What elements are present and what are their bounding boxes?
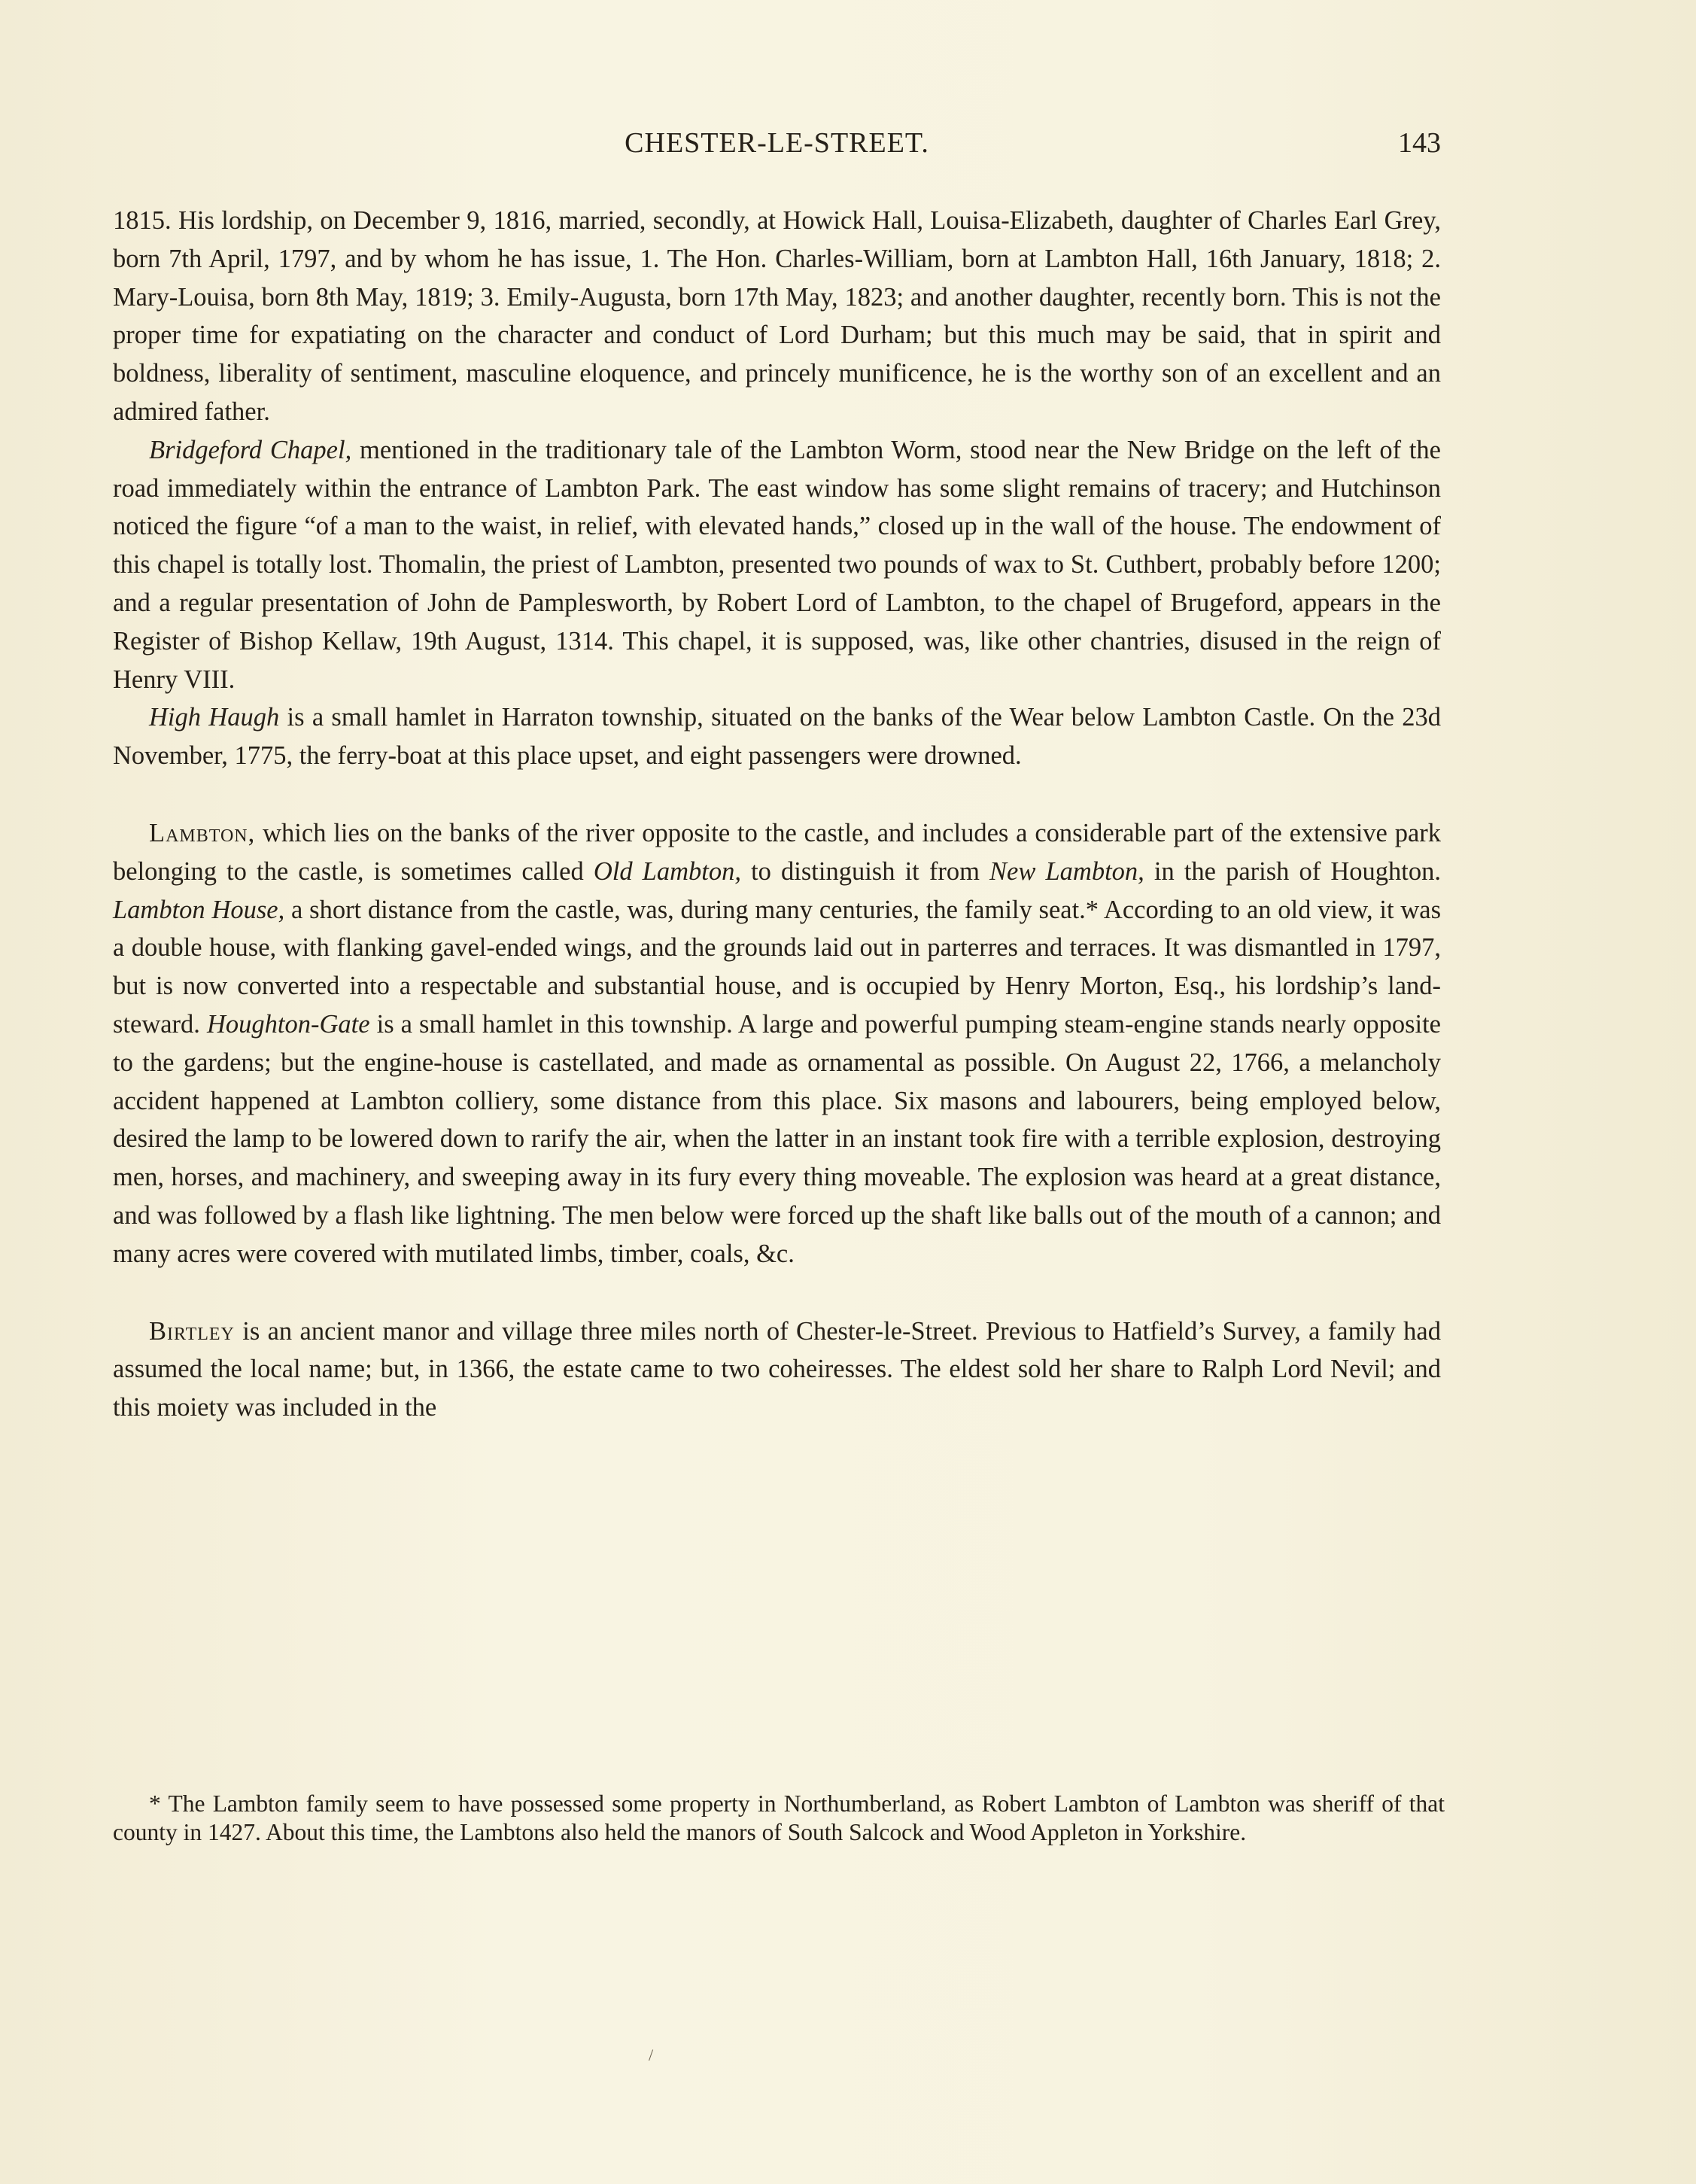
- section-heading: Lambton,: [149, 818, 256, 847]
- section-heading: Birtley: [149, 1316, 235, 1346]
- paragraph-text: is an ancient manor and village three miles north of Chester-le-Street. Previous to Hatfield’s Survey, a family had assumed the local name; but, in 1366, the estate came to two coheiresses. The eldest sold her share to Ralph Lord Nevil; and this moiety was included in the: [113, 1316, 1441, 1422]
- running-title: CHESTER-LE-STREET.: [625, 127, 929, 159]
- paragraph-text: which lies on the banks of the river opposite to the castle, and includes a considerable part of the extensive park belonging to the castle, is sometimes called: [113, 818, 1441, 886]
- place-heading: Bridgeford Chapel,: [149, 435, 352, 464]
- paragraph-high-haugh: [113, 698, 1441, 775]
- page-number: 143: [1398, 127, 1441, 159]
- body-text: [113, 202, 1441, 1427]
- paragraph-text: is a small hamlet in Harraton township, situated on the banks of the Wear below Lambton Castle. On the 23d November, 1775, the ferry-boat at this place upset, and eight passengers were drowned.: [113, 703, 1442, 771]
- paragraph-birtley: [113, 1313, 1441, 1427]
- paragraph-bridgeford-chapel: [113, 431, 1441, 699]
- italic-place: New Lambton,: [989, 856, 1144, 886]
- paragraph-lambton: [113, 814, 1441, 1273]
- paragraph-text: to distinguish it from: [740, 856, 990, 886]
- italic-place: Lambton House,: [113, 895, 285, 924]
- italic-place: Old Lambton,: [593, 856, 741, 886]
- italic-place: Houghton-Gate: [206, 1009, 370, 1039]
- paragraph-text: is a small hamlet in this township. A large and powerful pumping steam-engine stands nearly opposite to the gardens; but the engine-house is castellated, and made as ornamental as possible. On August 22, 1766, a melancholy accident happened at Lambton colliery, some distance from this place. Six masons and labourers, being employed below, desired the lamp to be lowered down to rarify the air, when the latter in an instant took fire with a terrible explosion, destroying men, horses, and machinery, and sweeping away in its fury every thing moveable. The explosion was heard at a great distance, and was followed by a flash like lightning. The men below were forced up the shaft like balls out of the mouth of a cannon; and many acres were covered with mutilated limbs, timber, coals, &c.: [113, 1009, 1441, 1268]
- paragraph-text: a short distance from the castle, was, during many centuries, the family seat.* According to an old view, it was a double house, with flanking gavel-ended wings, and the grounds laid out in parterres and terraces. It was dismantled in 1797, but is now converted into a respectable and substantial house, and is occupied by Henry Morton, Esq., his lordship’s land-steward.: [113, 895, 1441, 1039]
- footnote: * The Lambton family seem to have possessed some property in Northumberland, as Robert Lambton of Lambton was sheriff of that county in 1427. About this time, the Lambtons also held the manors of South Salcock and Wood Appleton in Yorkshire.: [113, 1790, 1445, 1845]
- paragraph-text: in the parish of Houghton.: [1144, 856, 1441, 886]
- place-heading: High Haugh: [149, 703, 280, 732]
- print-mark: /: [649, 2046, 654, 2064]
- paragraph-text: 1815. His lordship, on December 9, 1816, married, secondly, at Howick Hall, Louisa-Elizabeth, daughter of Charles Earl Grey, born 7th April, 1797, and by whom he has issue, 1. The Hon. Charles-William, born at Lambton Hall, 16th January, 1818; 2. Mary-Louisa, born 8th May, 1819; 3. Emily-Augusta, born 17th May, 1823; and another daughter, recently born. This is not the proper time for expatiating on the character and conduct of Lord Durham; but this much may be said, that in spirit and boldness, liberality of sentiment, masculine eloquence, and princely munificence, he is the worthy son of an excellent and an admired father.: [113, 206, 1441, 426]
- page-header: [113, 126, 1441, 172]
- paragraph-lord-durham: [113, 202, 1441, 431]
- paragraph-text: mentioned in the traditionary tale of the Lambton Worm, stood near the New Bridge on the left of the road immediately within the entrance of Lambton Park. The east window has some slight remains of tracery; and Hutchinson noticed the figure “of a man to the waist, in relief, with elevated hands,” closed up in the wall of the house. The endowment of this chapel is totally lost. Thomalin, the priest of Lambton, presented two pounds of wax to St. Cuthbert, probably before 1200; and a regular presentation of John de Pamplesworth, by Robert Lord of Lambton, to the chapel of Brugeford, appears in the Register of Bishop Kellaw, 19th August, 1314. This chapel, it is supposed, was, like other chantries, disused in the reign of Henry VIII.: [113, 435, 1441, 694]
